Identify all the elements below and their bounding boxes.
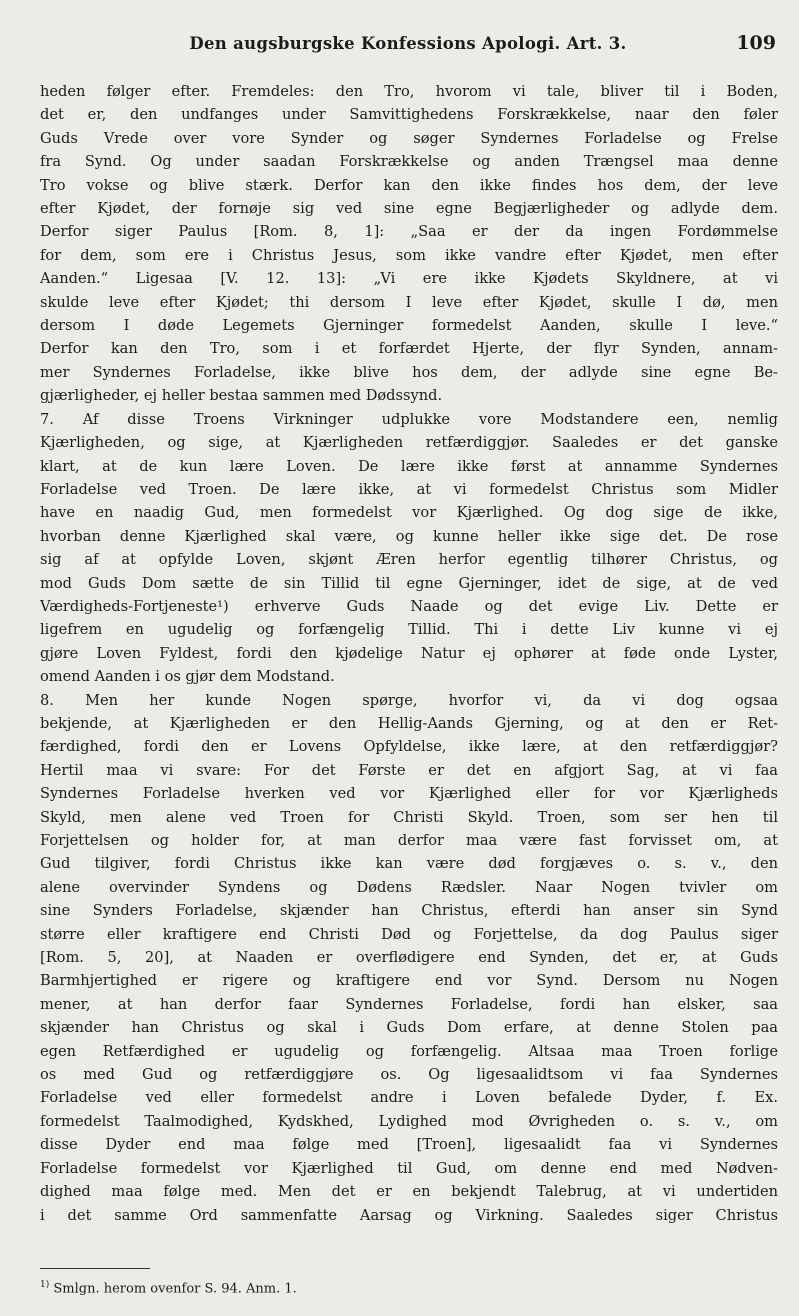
- text-line: Aanden.“ Ligesaa [V. 12. 13]: „Vi ere ikke Kjødets Skyldnere, at vi: [40, 270, 778, 288]
- text-line: efter Kjødet, der fornøje sig ved sine egne Begjærligheder og adlyde dem.: [40, 200, 778, 218]
- text-line: Syndernes Forladelse hverken ved vor Kjærlighed eller for vor Kjærligheds: [40, 785, 778, 803]
- text-line: Værdigheds-Fortjeneste¹) erhverve Guds Naade og det evige Liv. Dette er: [40, 597, 778, 615]
- text-line: dighed maa følge med. Men det er en bekjendt Talebrug, at vi undertiden: [40, 1183, 778, 1201]
- text-line: gjærligheder, ej heller bestaa sammen med Dødssynd.: [40, 387, 443, 405]
- text-line: sig af at opfylde Loven, skjønt Æren herfor egentlig tilhører Christus, og: [40, 551, 778, 569]
- text-line: Gud tilgiver, fordi Christus ikke kan være død forgjæves o. s. v., den: [40, 855, 778, 873]
- text-line: disse Dyder end maa følge med [Troen], ligesaalidt faa vi Syndernes: [40, 1136, 778, 1154]
- footnote-rule: [40, 1268, 150, 1269]
- body-text: [40, 80, 778, 1227]
- footnote: [40, 1276, 778, 1298]
- text-line: skulde leve efter Kjødet; thi dersom I leve efter Kjødet, skulle I dø, men: [40, 293, 778, 311]
- text-line: mod Guds Dom sætte de sin Tillid til egne Gjerninger, idet de sige, at de ved: [40, 574, 778, 592]
- text-line: fra Synd. Og under saadan Forskrækkelse og anden Trængsel maa denne: [40, 153, 778, 171]
- text-line: ligefrem en ugudelig og forfængelig Tillid. Thi i dette Liv kunne vi ej: [40, 621, 778, 639]
- text-line: alene overvinder Syndens og Dødens Rædsler. Naar Nogen tvivler om: [40, 878, 778, 896]
- text-line: skjænder han Christus og skal i Guds Dom erfare, at denne Stolen paa: [40, 1019, 778, 1037]
- text-line: [Rom. 5, 20], at Naaden er overflødigere end Synden, det er, at Guds: [40, 949, 778, 967]
- text-line: sine Synders Forladelse, skjænder han Christus, efterdi han anser sin Synd: [40, 902, 778, 920]
- text-line: have en naadig Gud, men formedelst vor Kjærlighed. Og dog sige de ikke,: [40, 504, 778, 522]
- text-line: Hertil maa vi svare: For det Første er det en afgjort Sag, at vi faa: [40, 761, 778, 779]
- text-line: formedelst Taalmodighed, Kydskhed, Lydighed mod Øvrigheden o. s. v., om: [40, 1112, 778, 1130]
- page-number: 109: [736, 32, 776, 54]
- text-line: mer Syndernes Forladelse, ikke blive hos dem, der adlyde sine egne Be-: [40, 363, 778, 381]
- text-line: Guds Vrede over vore Synder og søger Syndernes Forladelse og Frelse: [40, 129, 778, 147]
- text-line: klart, at de kun lære Loven. De lære ikke først at annamme Syndernes: [40, 457, 778, 475]
- text-line: dersom I døde Legemets Gjerninger formedelst Aanden, skulle I leve.“: [40, 317, 778, 335]
- text-line: bekjende, at Kjærligheden er den Hellig-Aands Gjerning, og at den er Ret-: [40, 714, 778, 732]
- text-line: os med Gud og retfærdiggjøre os. Og ligesaalidtsom vi faa Syndernes: [40, 1066, 778, 1084]
- text-line: i det samme Ord sammenfatte Aarsag og Virkning. Saaledes siger Christus: [40, 1206, 778, 1224]
- text-line: hvorban denne Kjærlighed skal være, og kunne heller ikke sige det. De rose: [40, 527, 778, 545]
- footnote-marker: 1): [40, 1280, 50, 1290]
- text-line: Kjærligheden, og sige, at Kjærligheden retfærdiggjør. Saaledes er det ganske: [40, 434, 778, 452]
- text-line: større eller kraftigere end Christi Død og Forjettelse, da dog Paulus siger: [40, 925, 778, 943]
- footnote-text: Smlgn. herom ovenfor S. 94. Anm. 1.: [53, 1281, 297, 1297]
- text-line: egen Retfærdighed er ugudelig og forfængelig. Altsaa maa Troen forlige: [40, 1042, 778, 1060]
- text-line: Tro vokse og blive stærk. Derfor kan den ikke findes hos dem, der leve: [40, 176, 778, 194]
- text-line: Forladelse ved eller formedelst andre i Loven befalede Dyder, f. Ex.: [40, 1089, 778, 1107]
- text-line: 7. Af disse Troens Virkninger udplukke vore Modstandere een, nemlig: [40, 410, 778, 428]
- text-line: det er, den undfanges under Samvittighedens Forskrækkelse, naar den føler: [40, 106, 778, 124]
- text-line: 8. Men her kunde Nogen spørge, hvorfor vi, da vi dog ogsaa: [40, 691, 778, 709]
- text-line: Forjettelsen og holder for, at man derfor maa være fast forvisset om, at: [40, 832, 778, 849]
- page-header: [40, 30, 776, 60]
- running-title: Den augsburgske Konfessions Apologi. Art. 3.: [189, 34, 627, 53]
- text-line: gjøre Loven Fyldest, fordi den kjødelige Natur ej ophører at føde onde Lyster,: [40, 644, 778, 662]
- text-line: Derfor siger Paulus [Rom. 8, 1]: „Saa er der da ingen Fordømmelse: [40, 223, 778, 241]
- text-line: omend Aanden i os gjør dem Modstand.: [40, 668, 335, 686]
- text-line: Derfor kan den Tro, som i et forfærdet Hjerte, der flyr Synden, annam-: [40, 340, 778, 358]
- text-line: Skyld, men alene ved Troen for Christi Skyld. Troen, som ser hen til: [40, 808, 778, 826]
- text-line: Forladelse formedelst vor Kjærlighed til Gud, om denne end med Nødven-: [40, 1159, 778, 1177]
- text-line: Forladelse ved Troen. De lære ikke, at vi formedelst Christus som Midler: [40, 480, 778, 498]
- text-line: færdighed, fordi den er Lovens Opfyldelse, ikke lære, at den retfærdiggjør?: [40, 738, 778, 756]
- text-line: for dem, som ere i Christus Jesus, som ikke vandre efter Kjødet, men efter: [40, 246, 778, 264]
- text-line: Barmhjertighed er rigere og kraftigere end vor Synd. Dersom nu Nogen: [40, 972, 778, 990]
- text-line: heden følger efter. Fremdeles: den Tro, hvorom vi tale, bliver til i Boden,: [40, 83, 778, 100]
- text-line: mener, at han derfor faar Syndernes Forladelse, fordi han elsker, saa: [40, 995, 778, 1013]
